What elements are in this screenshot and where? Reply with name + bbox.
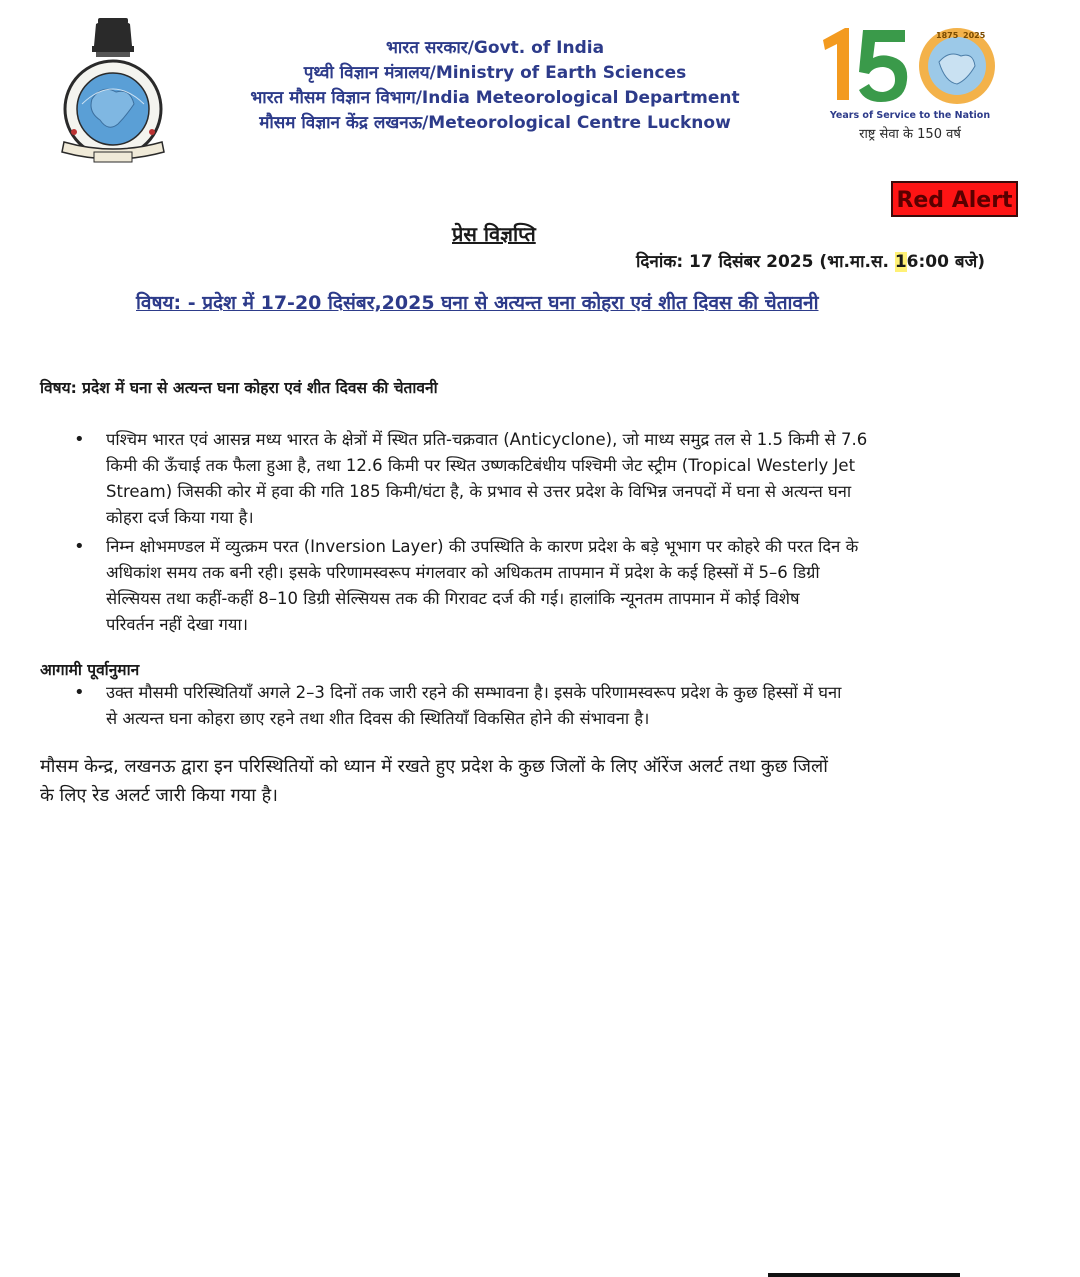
logo-year-right: 2025 — [963, 31, 986, 40]
bullet-2-line-3: सेल्सियस तथा कहीं-कहीं 8–10 डिग्री सेल्सियस तक की गिरावट दर्ज की गई। हालांकि न्यूनतम तापमान में कोई विशेष — [106, 589, 800, 608]
forecast-heading: आगामी पूर्वानुमान — [40, 661, 140, 679]
header-line-centre: मौसम विज्ञान केंद्र लखनऊ/Meteorological Centre Lucknow — [259, 113, 731, 133]
bullet-paragraph-2 — [106, 534, 1036, 638]
closing-line-1: मौसम केन्द्र, लखनऊ द्वारा इन परिस्थितियों को ध्यान में रखते हुए प्रदेश के कुछ जिलों के लिए ऑरेंज अलर्ट तथा कुछ जिलों — [40, 756, 828, 777]
forecast-paragraph — [106, 680, 1036, 732]
subject-heading-secondary: विषय: प्रदेश में घना से अत्यन्त घना कोहरा एवं शीत दिवस की चेतावनी — [40, 379, 438, 397]
bullet-marker-1: • — [74, 429, 85, 450]
closing-paragraph — [40, 752, 1050, 810]
150-years-logo — [815, 22, 1005, 150]
bullet-marker-3: • — [74, 682, 85, 703]
header-line-ministry: पृथ्वी विज्ञान मंत्रालय/Ministry of Earth Sciences — [303, 63, 687, 83]
release-date-line — [636, 249, 985, 272]
imd-emblem-logo — [52, 14, 174, 164]
closing-line-2: के लिए रेड अलर्ट जारी किया गया है। — [40, 785, 278, 806]
bullet-1-line-4: कोहरा दर्ज किया गया है। — [106, 508, 254, 527]
red-alert-badge: Red Alert — [891, 181, 1018, 217]
header-line-govt: भारत सरकार/Govt. of India — [385, 38, 605, 58]
header-organisation-lines — [190, 36, 800, 136]
bullet-2-line-2: अधिकांश समय तक बनी रही। इसके परिणामस्वरूप मंगलवार को अधिकतम तापमान में प्रदेश के कई हिस्सों में 5–6 डिग्री — [106, 563, 820, 582]
header-line-department: भारत मौसम विज्ञान विभाग/India Meteorological Department — [250, 88, 740, 108]
forecast-line-2: से अत्यन्त घना कोहरा छाए रहने तथा शीत दिवस की स्थितियाँ विकसित होने की संभावना है। — [106, 709, 650, 728]
subject-heading-main: विषय: - प्रदेश में 17-20 दिसंबर,2025 घना से अत्यन्त घना कोहरा एवं शीत दिवस की चेतावनी — [136, 292, 819, 314]
bullet-1-line-1: पश्चिम भारत एवं आसन्न मध्य भारत के क्षेत्रों में स्थित प्रति-चक्रवात (Anticyclone), जो माध्य समुद्र तल से 1.5 किमी से 7.6 — [106, 430, 868, 449]
bottom-edge-bar — [768, 1273, 960, 1277]
date-suffix: 6:00 बजे) — [906, 252, 985, 272]
forecast-line-1: उक्त मौसमी परिस्थितियाँ अगले 2–3 दिनों तक जारी रहने की सम्भावना है। इसके परिणामस्वरूप प्रदेश के कुछ हिस्सों में घना — [106, 683, 842, 702]
date-prefix: दिनांक: 17 दिसंबर 2025 (भा.मा.स. — [636, 252, 895, 272]
bullet-paragraph-1 — [106, 427, 1036, 531]
bullet-2-line-1: निम्न क्षोभमण्डल में व्युत्क्रम परत (Inversion Layer) की उपस्थिति के कारण प्रदेश के बड़े भूभाग पर कोहरे की परत दिन के — [106, 537, 859, 556]
bullet-1-line-3: Stream) जिसकी कोर में हवा की गति 185 किमी/घंटा है, के प्रभाव से उत्तर प्रदेश के विभिन्न जनपदों में घना से अत्यन्त घना — [106, 482, 852, 501]
logo-year-left: 1875 — [936, 31, 959, 40]
logo-tagline-en: Years of Service to the Nation — [829, 110, 991, 121]
press-release-title: प्रेस विज्ञप्ति — [452, 222, 536, 246]
bullet-marker-2: • — [74, 536, 85, 557]
bullet-1-line-2: किमी की ऊँचाई तक फैला हुआ है, तथा 12.6 किमी पर स्थित उष्णकटिबंधीय पश्चिमी जेट स्ट्रीम (Tropical Westerly Jet — [106, 456, 856, 475]
logo-tagline-hi: राष्ट्र सेवा के 150 वर्ष — [859, 127, 961, 142]
date-highlight: 1 — [894, 252, 907, 272]
bullet-2-line-4: परिवर्तन नहीं देखा गया। — [106, 615, 248, 634]
